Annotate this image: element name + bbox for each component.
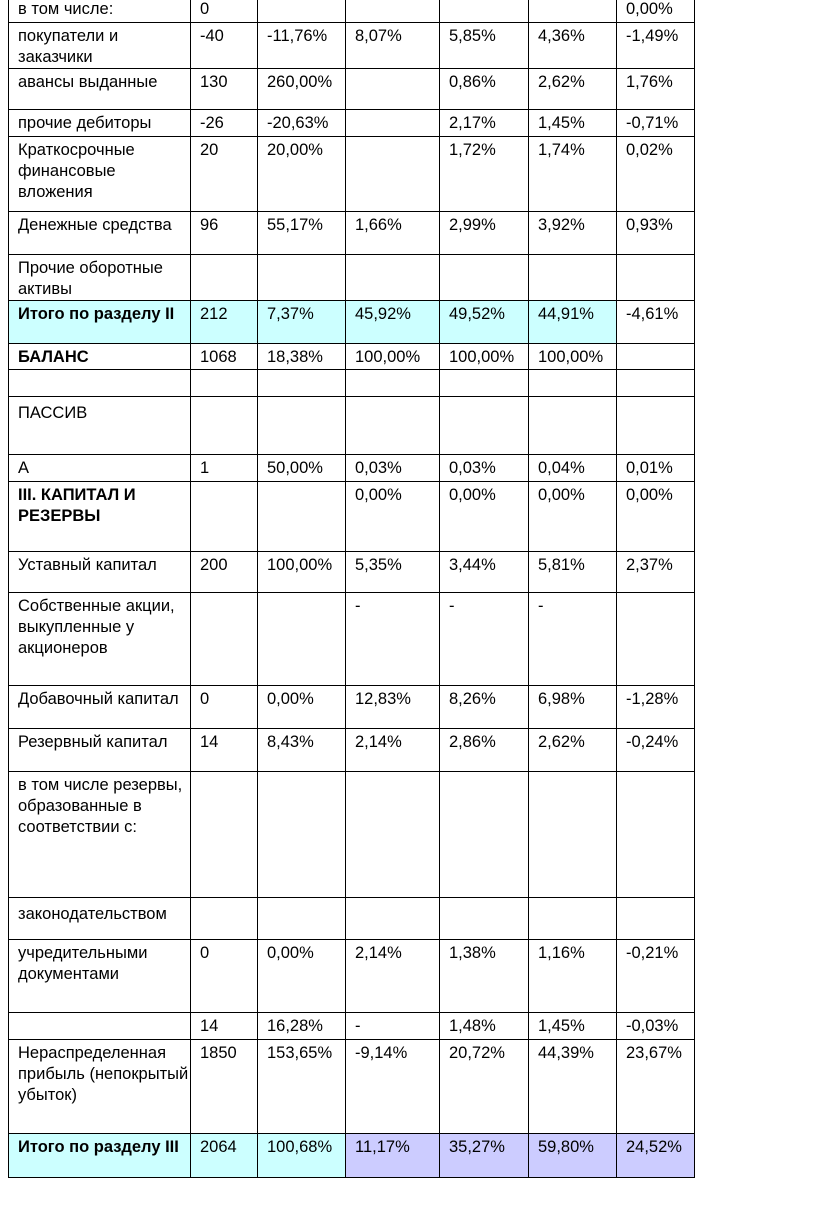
table-cell: 2,86% (440, 729, 529, 772)
table-cell (191, 772, 258, 898)
table-cell: 2,14% (346, 940, 440, 1013)
table-row (9, 552, 695, 593)
table-row (9, 0, 695, 23)
table-cell (191, 593, 258, 686)
row-label: покупатели и заказчики (9, 23, 191, 69)
table-row (9, 1040, 695, 1134)
table-cell (529, 370, 617, 397)
table-row (9, 940, 695, 1013)
table-cell: 18,38% (258, 344, 346, 370)
table-row (9, 23, 695, 69)
table-cell (529, 898, 617, 940)
table-cell (440, 255, 529, 301)
row-label: Добавочный капитал (9, 686, 191, 729)
table-cell: 100,00% (346, 344, 440, 370)
table-cell (191, 370, 258, 397)
table-cell (346, 110, 440, 137)
table-cell: -11,76% (258, 23, 346, 69)
row-label: Итого по разделу II (9, 301, 191, 344)
table-cell (440, 370, 529, 397)
table-cell: 100,00% (258, 552, 346, 593)
table-row (9, 137, 695, 212)
table-cell (617, 772, 695, 898)
table-cell: 1,38% (440, 940, 529, 1013)
table-cell (529, 397, 617, 455)
table-cell (346, 0, 440, 23)
table-row (9, 255, 695, 301)
table-cell: 49,52% (440, 301, 529, 344)
row-label: прочие дебиторы (9, 110, 191, 137)
table-cell: 0,93% (617, 212, 695, 255)
table-cell: -40 (191, 23, 258, 69)
table-cell: 0,00% (440, 482, 529, 552)
table-cell (258, 397, 346, 455)
table-cell (258, 255, 346, 301)
table-cell (617, 344, 695, 370)
table-cell: 14 (191, 1013, 258, 1040)
table-cell (258, 772, 346, 898)
table-cell: 0,00% (617, 482, 695, 552)
table-cell: 200 (191, 552, 258, 593)
table-cell: 1,76% (617, 69, 695, 110)
table-row (9, 593, 695, 686)
table-cell: 20,72% (440, 1040, 529, 1134)
table-cell: 130 (191, 69, 258, 110)
row-label: Прочие оборотные активы (9, 255, 191, 301)
table-cell: 212 (191, 301, 258, 344)
row-label: законодательством (9, 898, 191, 940)
table-cell: 100,00% (529, 344, 617, 370)
table-cell: 2,37% (617, 552, 695, 593)
table-row (9, 370, 695, 397)
table-row (9, 69, 695, 110)
table-cell: -0,24% (617, 729, 695, 772)
table-cell: 55,17% (258, 212, 346, 255)
table-cell: 6,98% (529, 686, 617, 729)
table-cell: 1,45% (529, 1013, 617, 1040)
table-row (9, 772, 695, 898)
table-cell: 153,65% (258, 1040, 346, 1134)
row-label: III. КАПИТАЛ И РЕЗЕРВЫ (9, 482, 191, 552)
table-cell: 20 (191, 137, 258, 212)
table-cell (617, 397, 695, 455)
row-label (9, 370, 191, 397)
table-cell: 14 (191, 729, 258, 772)
table-cell (440, 898, 529, 940)
table-row (9, 1134, 695, 1178)
table-cell: 44,91% (529, 301, 617, 344)
table-row (9, 1013, 695, 1040)
row-label: Нераспределенная прибыль (непокрытый убыток) (9, 1040, 191, 1134)
row-label: Резервный капитал (9, 729, 191, 772)
table-cell (617, 370, 695, 397)
table-cell (346, 370, 440, 397)
table-row (9, 301, 695, 344)
table-cell: 5,35% (346, 552, 440, 593)
table-cell: 2,62% (529, 69, 617, 110)
table-cell (346, 898, 440, 940)
table-cell: - (529, 593, 617, 686)
row-label: в том числе: (9, 0, 191, 23)
table-cell: 24,52% (617, 1134, 695, 1178)
table-cell (346, 397, 440, 455)
table-row (9, 898, 695, 940)
table-cell: 0,02% (617, 137, 695, 212)
row-label: БАЛАНС (9, 344, 191, 370)
table-cell (346, 137, 440, 212)
table-cell: 8,43% (258, 729, 346, 772)
table-cell: 1,72% (440, 137, 529, 212)
table-cell: 5,85% (440, 23, 529, 69)
table-cell (191, 255, 258, 301)
table-cell: -0,21% (617, 940, 695, 1013)
table-cell (191, 482, 258, 552)
table-cell: 100,68% (258, 1134, 346, 1178)
table-row (9, 455, 695, 482)
table-cell: 0,03% (346, 455, 440, 482)
table-cell: 20,00% (258, 137, 346, 212)
table-cell: 0,00% (258, 686, 346, 729)
table-cell: -9,14% (346, 1040, 440, 1134)
table-cell: 0,00% (346, 482, 440, 552)
row-label: учредительными документами (9, 940, 191, 1013)
table-cell: 45,92% (346, 301, 440, 344)
table-row (9, 482, 695, 552)
table-cell (440, 397, 529, 455)
table-cell: -26 (191, 110, 258, 137)
table-cell: 0,00% (258, 940, 346, 1013)
table-cell (346, 772, 440, 898)
table-cell: 0 (191, 686, 258, 729)
table-cell: 23,67% (617, 1040, 695, 1134)
row-label: А (9, 455, 191, 482)
table-cell: 50,00% (258, 455, 346, 482)
table-cell: 0 (191, 0, 258, 23)
table-cell: 1,16% (529, 940, 617, 1013)
table-cell: 96 (191, 212, 258, 255)
table-row (9, 344, 695, 370)
table-row (9, 729, 695, 772)
table-cell: 0,86% (440, 69, 529, 110)
table-cell: -4,61% (617, 301, 695, 344)
table-cell: 5,81% (529, 552, 617, 593)
table-cell: 8,26% (440, 686, 529, 729)
table-cell: 12,83% (346, 686, 440, 729)
table-cell (258, 482, 346, 552)
table-cell: 59,80% (529, 1134, 617, 1178)
table-cell (529, 255, 617, 301)
table-cell (529, 772, 617, 898)
table-cell: 11,17% (346, 1134, 440, 1178)
row-label: в том числе резервы, образованные в соответствии с: (9, 772, 191, 898)
table-row (9, 686, 695, 729)
table-cell (258, 370, 346, 397)
table-cell: 0 (191, 940, 258, 1013)
table-cell: -0,71% (617, 110, 695, 137)
table-cell: 44,39% (529, 1040, 617, 1134)
table-cell: 2064 (191, 1134, 258, 1178)
row-label: Уставный капитал (9, 552, 191, 593)
table-cell: 1850 (191, 1040, 258, 1134)
table-cell: 7,37% (258, 301, 346, 344)
row-label: ПАССИВ (9, 397, 191, 455)
table-cell: 100,00% (440, 344, 529, 370)
table-cell (258, 593, 346, 686)
row-label (9, 1013, 191, 1040)
table-cell: - (440, 593, 529, 686)
table-cell (440, 772, 529, 898)
table-cell: -0,03% (617, 1013, 695, 1040)
table-cell: 1,66% (346, 212, 440, 255)
table-cell (191, 898, 258, 940)
table-cell: 3,92% (529, 212, 617, 255)
table-cell (191, 397, 258, 455)
table-cell: 4,36% (529, 23, 617, 69)
table-cell: - (346, 1013, 440, 1040)
table-cell (617, 898, 695, 940)
table-cell: 0,01% (617, 455, 695, 482)
row-label: Денежные средства (9, 212, 191, 255)
table-cell: 2,14% (346, 729, 440, 772)
balance-table (8, 0, 695, 1178)
table-cell: 3,44% (440, 552, 529, 593)
table-cell: 0,04% (529, 455, 617, 482)
table-cell: 0,03% (440, 455, 529, 482)
table-cell: 0,00% (617, 0, 695, 23)
table-cell (617, 593, 695, 686)
table-cell: 1,74% (529, 137, 617, 212)
table-cell (529, 0, 617, 23)
table-cell: 2,62% (529, 729, 617, 772)
table-cell: 260,00% (258, 69, 346, 110)
table-cell: 1,48% (440, 1013, 529, 1040)
table-cell (346, 255, 440, 301)
table-cell: 2,99% (440, 212, 529, 255)
table-cell (258, 0, 346, 23)
table-cell: 8,07% (346, 23, 440, 69)
table-cell: 0,00% (529, 482, 617, 552)
table-cell (617, 255, 695, 301)
table-row (9, 212, 695, 255)
table-cell: -1,28% (617, 686, 695, 729)
table-row (9, 110, 695, 137)
table-cell: 1 (191, 455, 258, 482)
row-label: авансы выданные (9, 69, 191, 110)
row-label: Итого по разделу III (9, 1134, 191, 1178)
table-cell (440, 0, 529, 23)
table-cell: 16,28% (258, 1013, 346, 1040)
table-cell: 1068 (191, 344, 258, 370)
row-label: Собственные акции, выкупленные у акционеров (9, 593, 191, 686)
row-label: Краткосрочные финансовые вложения (9, 137, 191, 212)
table-row (9, 397, 695, 455)
table-cell (258, 898, 346, 940)
table-cell: -1,49% (617, 23, 695, 69)
table-cell: 2,17% (440, 110, 529, 137)
table-cell: - (346, 593, 440, 686)
table-cell (346, 69, 440, 110)
table-cell: -20,63% (258, 110, 346, 137)
table-cell: 35,27% (440, 1134, 529, 1178)
table-cell: 1,45% (529, 110, 617, 137)
